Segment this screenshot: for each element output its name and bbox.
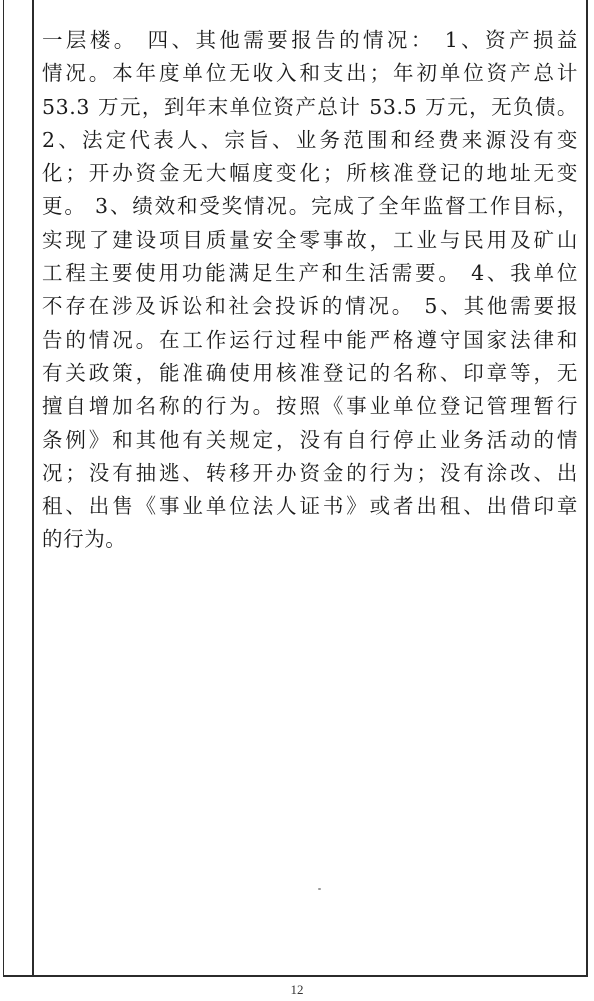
text-line-10: 告的情况。在工作运行过程中能严格遵守国家法律和	[42, 327, 578, 352]
text-line-16: 的行为。	[42, 527, 127, 552]
right-border	[586, 0, 588, 976]
text-line-7: 实现了建设项目质量安全零事故，工业与民用及矿山	[42, 227, 578, 252]
text-line-8: 工程主要使用功能满足生产和生活需要。 4、我单位	[42, 261, 578, 286]
text-line-6: 更。 3、绩效和受奖情况。完成了全年监督工作目标，	[42, 194, 578, 219]
text-line-15: 租、出售《事业单位法人证书》或者出租、出借印章	[42, 494, 578, 519]
text-line-4: 2、法定代表人、宗旨、业务范围和经费来源没有变	[42, 127, 578, 152]
page-number: 12	[290, 982, 304, 997]
report-body-text	[42, 24, 578, 557]
text-line-2: 情况。本年度单位无收入和支出；年初单位资产总计	[42, 61, 578, 86]
text-line-5: 化；开办资金无大幅度变化；所核准登记的地址无变	[42, 161, 578, 186]
left-column-divider	[32, 0, 34, 976]
text-line-14: 况；没有抽逃、转移开办资金的行为；没有涂改、出	[42, 460, 578, 485]
text-line-11: 有关政策，能准确使用核准登记的名称、印章等，无	[42, 360, 578, 385]
text-line-3: 53.3 万元，到年末单位资产总计 53.5 万元，无负债。	[42, 94, 578, 119]
text-line-9: 不存在涉及诉讼和社会投诉的情况。 5、其他需要报	[42, 294, 578, 319]
text-line-13: 条例》和其他有关规定，没有自行停止业务活动的情	[42, 427, 578, 452]
scan-speck	[318, 888, 321, 890]
text-line-12: 擅自增加名称的行为。按照《事业单位登记管理暂行	[42, 394, 578, 419]
text-line-1: 一层楼。 四、其他需要报告的情况： 1、资产损益	[42, 28, 578, 52]
bottom-border	[3, 975, 588, 977]
left-outer-border	[3, 0, 4, 976]
